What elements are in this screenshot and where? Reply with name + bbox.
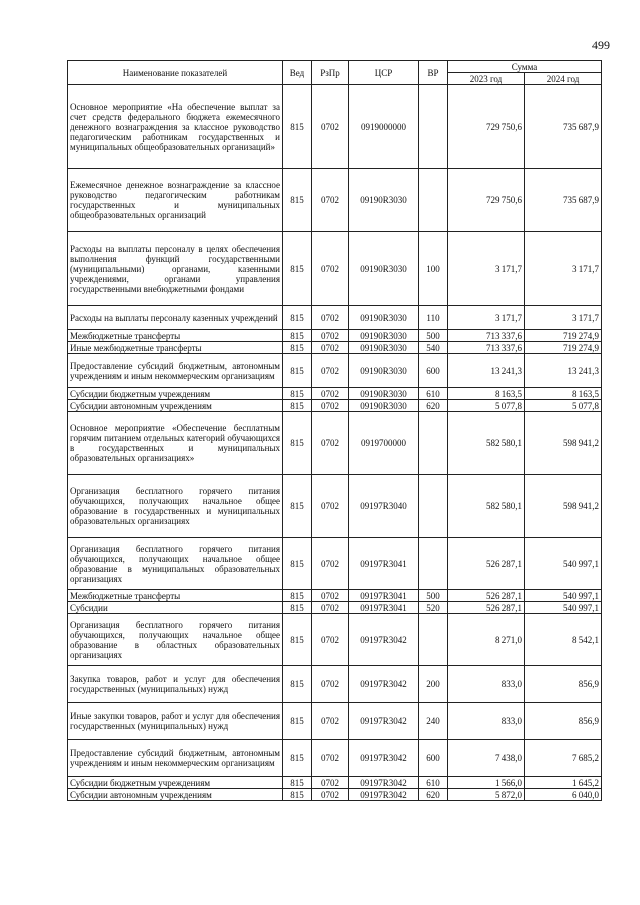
header-rzpr: РзПр xyxy=(312,61,349,85)
row-sum-2024-cell: 5 077,8 xyxy=(525,400,602,412)
row-vr-cell: 100 xyxy=(419,232,448,306)
row-rzpr-cell: 0702 xyxy=(312,388,349,400)
row-sum-2024-cell: 540 997,1 xyxy=(525,602,602,614)
row-csr-cell: 09197R3042 xyxy=(349,789,419,801)
row-vr-cell: 610 xyxy=(419,388,448,400)
table-row xyxy=(68,666,602,703)
row-sum-2024-cell: 719 274,9 xyxy=(525,330,602,342)
row-name-cell: Организация бесплатного горячего питания обучающихся, получающих начальное общее образование в областных образовательных организациях xyxy=(68,614,283,666)
row-vr-cell: 600 xyxy=(419,740,448,777)
row-name-cell: Предоставление субсидий бюджетным, автономным учреждениям и иным некоммерческим организациям xyxy=(68,354,283,388)
table-row xyxy=(68,590,602,602)
row-ved-cell: 815 xyxy=(283,232,312,306)
row-vr-cell: 200 xyxy=(419,666,448,703)
row-sum-2023-cell: 729 750,6 xyxy=(448,85,525,169)
row-sum-2023-cell: 5 872,0 xyxy=(448,789,525,801)
row-name-cell: Ежемесячное денежное вознаграждение за классное руководство педагогическим работникам государственных и муниципальных общеобразовательных организаций xyxy=(68,169,283,232)
row-rzpr-cell: 0702 xyxy=(312,475,349,538)
row-rzpr-cell: 0702 xyxy=(312,590,349,602)
row-vr-cell: 240 xyxy=(419,703,448,740)
row-ved-cell: 815 xyxy=(283,777,312,789)
table-row xyxy=(68,306,602,330)
row-rzpr-cell: 0702 xyxy=(312,412,349,475)
row-rzpr-cell: 0702 xyxy=(312,342,349,354)
header-vr: ВР xyxy=(419,61,448,85)
row-sum-2023-cell: 8 271,0 xyxy=(448,614,525,666)
row-name-cell: Межбюджетные трансферты xyxy=(68,330,283,342)
table-row xyxy=(68,538,602,590)
row-vr-cell xyxy=(419,85,448,169)
table-row xyxy=(68,789,602,801)
row-sum-2024-cell: 13 241,3 xyxy=(525,354,602,388)
row-csr-cell: 09197R3042 xyxy=(349,666,419,703)
row-csr-cell: 09197R3042 xyxy=(349,614,419,666)
row-csr-cell: 09190R3030 xyxy=(349,354,419,388)
row-sum-2023-cell: 13 241,3 xyxy=(448,354,525,388)
row-name-cell: Организация бесплатного горячего питания обучающихся, получающих начальное общее образование в государственных и муниципальных образовательных организациях xyxy=(68,475,283,538)
row-name-cell: Субсидии автономным учреждениям xyxy=(68,400,283,412)
row-sum-2024-cell: 598 941,2 xyxy=(525,412,602,475)
row-sum-2024-cell: 719 274,9 xyxy=(525,342,602,354)
row-vr-cell: 620 xyxy=(419,789,448,801)
row-sum-2023-cell: 526 287,1 xyxy=(448,590,525,602)
row-rzpr-cell: 0702 xyxy=(312,614,349,666)
header-csr: ЦСР xyxy=(349,61,419,85)
row-name-cell: Субсидии автономным учреждениям xyxy=(68,789,283,801)
row-rzpr-cell: 0702 xyxy=(312,85,349,169)
row-rzpr-cell: 0702 xyxy=(312,330,349,342)
row-ved-cell: 815 xyxy=(283,306,312,330)
row-sum-2024-cell: 856,9 xyxy=(525,703,602,740)
row-csr-cell: 09190R3030 xyxy=(349,169,419,232)
row-ved-cell: 815 xyxy=(283,789,312,801)
row-sum-2023-cell: 526 287,1 xyxy=(448,602,525,614)
row-sum-2024-cell: 8 163,5 xyxy=(525,388,602,400)
row-csr-cell: 0919700000 xyxy=(349,412,419,475)
row-sum-2024-cell: 735 687,9 xyxy=(525,169,602,232)
row-sum-2024-cell: 598 941,2 xyxy=(525,475,602,538)
row-ved-cell: 815 xyxy=(283,740,312,777)
row-ved-cell: 815 xyxy=(283,590,312,602)
row-vr-cell: 500 xyxy=(419,330,448,342)
row-ved-cell: 815 xyxy=(283,388,312,400)
header-year-2024: 2024 год xyxy=(525,73,602,85)
row-csr-cell: 09190R3030 xyxy=(349,388,419,400)
header-ved: Вед xyxy=(283,61,312,85)
row-rzpr-cell: 0702 xyxy=(312,354,349,388)
row-name-cell: Расходы на выплаты персоналу в целях обеспечения выполнения функций государственными (муниципальными) органами, казенными учреждениями, органами управления государственными внебюджетными фондами xyxy=(68,232,283,306)
row-vr-cell xyxy=(419,538,448,590)
row-sum-2023-cell: 582 580,1 xyxy=(448,475,525,538)
table-row xyxy=(68,412,602,475)
table-row xyxy=(68,342,602,354)
table-row xyxy=(68,232,602,306)
row-rzpr-cell: 0702 xyxy=(312,232,349,306)
row-csr-cell: 09190R3030 xyxy=(349,330,419,342)
row-ved-cell: 815 xyxy=(283,85,312,169)
table-row xyxy=(68,475,602,538)
row-name-cell: Расходы на выплаты персоналу казенных учреждений xyxy=(68,306,283,330)
row-sum-2023-cell: 5 077,8 xyxy=(448,400,525,412)
header-sum: Сумма xyxy=(448,61,602,73)
row-ved-cell: 815 xyxy=(283,614,312,666)
row-rzpr-cell: 0702 xyxy=(312,538,349,590)
table-row xyxy=(68,330,602,342)
header-name: Наименование показателей xyxy=(68,61,283,85)
row-ved-cell: 815 xyxy=(283,666,312,703)
row-name-cell: Субсидии бюджетным учреждениям xyxy=(68,777,283,789)
row-ved-cell: 815 xyxy=(283,354,312,388)
row-sum-2024-cell: 8 542,1 xyxy=(525,614,602,666)
row-sum-2023-cell: 7 438,0 xyxy=(448,740,525,777)
row-ved-cell: 815 xyxy=(283,538,312,590)
row-ved-cell: 815 xyxy=(283,342,312,354)
row-sum-2024-cell: 7 685,2 xyxy=(525,740,602,777)
row-vr-cell: 620 xyxy=(419,400,448,412)
row-ved-cell: 815 xyxy=(283,602,312,614)
row-ved-cell: 815 xyxy=(283,475,312,538)
row-rzpr-cell: 0702 xyxy=(312,703,349,740)
table-row xyxy=(68,703,602,740)
row-rzpr-cell: 0702 xyxy=(312,306,349,330)
row-csr-cell: 09190R3030 xyxy=(349,232,419,306)
row-name-cell: Закупка товаров, работ и услуг для обеспечения государственных (муниципальных) нужд xyxy=(68,666,283,703)
row-vr-cell: 520 xyxy=(419,602,448,614)
row-sum-2024-cell: 3 171,7 xyxy=(525,306,602,330)
row-rzpr-cell: 0702 xyxy=(312,400,349,412)
row-sum-2023-cell: 713 337,6 xyxy=(448,342,525,354)
row-sum-2023-cell: 3 171,7 xyxy=(448,232,525,306)
row-rzpr-cell: 0702 xyxy=(312,777,349,789)
row-vr-cell: 110 xyxy=(419,306,448,330)
row-csr-cell: 09190R3030 xyxy=(349,306,419,330)
row-sum-2023-cell: 729 750,6 xyxy=(448,169,525,232)
row-sum-2023-cell: 526 287,1 xyxy=(448,538,525,590)
row-name-cell: Субсидии бюджетным учреждениям xyxy=(68,388,283,400)
header-year-2023: 2023 год xyxy=(448,73,525,85)
row-csr-cell: 09197R3041 xyxy=(349,602,419,614)
row-rzpr-cell: 0702 xyxy=(312,169,349,232)
row-sum-2023-cell: 833,0 xyxy=(448,666,525,703)
row-sum-2024-cell: 3 171,7 xyxy=(525,232,602,306)
row-csr-cell: 0919000000 xyxy=(349,85,419,169)
row-name-cell: Основное мероприятие «На обеспечение выплат за счет средств федерального бюджета ежемесячного денежного вознаграждения за классное руководство педагогическим работникам государственных и муниципальных общеобразовательных организаций» xyxy=(68,85,283,169)
row-name-cell: Основное мероприятие «Обеспечение бесплатным горячим питанием отдельных категорий обучающихся в государственных и муниципальных образовательных организациях» xyxy=(68,412,283,475)
row-csr-cell: 09197R3040 xyxy=(349,475,419,538)
row-sum-2023-cell: 1 566,0 xyxy=(448,777,525,789)
row-vr-cell: 540 xyxy=(419,342,448,354)
row-csr-cell: 09197R3042 xyxy=(349,703,419,740)
table-row xyxy=(68,777,602,789)
row-csr-cell: 09197R3042 xyxy=(349,777,419,789)
row-ved-cell: 815 xyxy=(283,412,312,475)
page-number: 499 xyxy=(592,38,610,52)
row-sum-2023-cell: 713 337,6 xyxy=(448,330,525,342)
row-vr-cell xyxy=(419,169,448,232)
row-sum-2024-cell: 540 997,1 xyxy=(525,590,602,602)
row-ved-cell: 815 xyxy=(283,703,312,740)
row-name-cell: Иные межбюджетные трансферты xyxy=(68,342,283,354)
table-row xyxy=(68,388,602,400)
row-sum-2023-cell: 833,0 xyxy=(448,703,525,740)
row-csr-cell: 09190R3030 xyxy=(349,342,419,354)
table-row xyxy=(68,400,602,412)
row-rzpr-cell: 0702 xyxy=(312,666,349,703)
row-sum-2024-cell: 540 997,1 xyxy=(525,538,602,590)
row-name-cell: Организация бесплатного горячего питания обучающихся, получающих начальное общее образование в муниципальных образовательных организациях xyxy=(68,538,283,590)
row-rzpr-cell: 0702 xyxy=(312,602,349,614)
row-vr-cell: 610 xyxy=(419,777,448,789)
row-csr-cell: 09197R3042 xyxy=(349,740,419,777)
row-csr-cell: 09197R3041 xyxy=(349,590,419,602)
budget-table xyxy=(67,60,602,801)
row-name-cell: Межбюджетные трансферты xyxy=(68,590,283,602)
row-name-cell: Субсидии xyxy=(68,602,283,614)
row-vr-cell xyxy=(419,475,448,538)
row-sum-2023-cell: 3 171,7 xyxy=(448,306,525,330)
table-row xyxy=(68,354,602,388)
row-ved-cell: 815 xyxy=(283,400,312,412)
row-ved-cell: 815 xyxy=(283,169,312,232)
table-row xyxy=(68,740,602,777)
row-csr-cell: 09190R3030 xyxy=(349,400,419,412)
row-name-cell: Предоставление субсидий бюджетным, автономным учреждениям и иным некоммерческим организациям xyxy=(68,740,283,777)
row-sum-2023-cell: 8 163,5 xyxy=(448,388,525,400)
row-sum-2024-cell: 856,9 xyxy=(525,666,602,703)
row-sum-2024-cell: 735 687,9 xyxy=(525,85,602,169)
table-row xyxy=(68,614,602,666)
row-sum-2023-cell: 582 580,1 xyxy=(448,412,525,475)
row-vr-cell: 500 xyxy=(419,590,448,602)
row-ved-cell: 815 xyxy=(283,330,312,342)
row-sum-2024-cell: 6 040,0 xyxy=(525,789,602,801)
table-row xyxy=(68,602,602,614)
row-csr-cell: 09197R3041 xyxy=(349,538,419,590)
row-name-cell: Иные закупки товаров, работ и услуг для обеспечения государственных (муниципальных) нужд xyxy=(68,703,283,740)
table-row xyxy=(68,169,602,232)
row-rzpr-cell: 0702 xyxy=(312,789,349,801)
row-rzpr-cell: 0702 xyxy=(312,740,349,777)
row-sum-2024-cell: 1 645,2 xyxy=(525,777,602,789)
row-vr-cell xyxy=(419,412,448,475)
table-body xyxy=(68,85,602,801)
row-vr-cell xyxy=(419,614,448,666)
table-row xyxy=(68,85,602,169)
row-vr-cell: 600 xyxy=(419,354,448,388)
